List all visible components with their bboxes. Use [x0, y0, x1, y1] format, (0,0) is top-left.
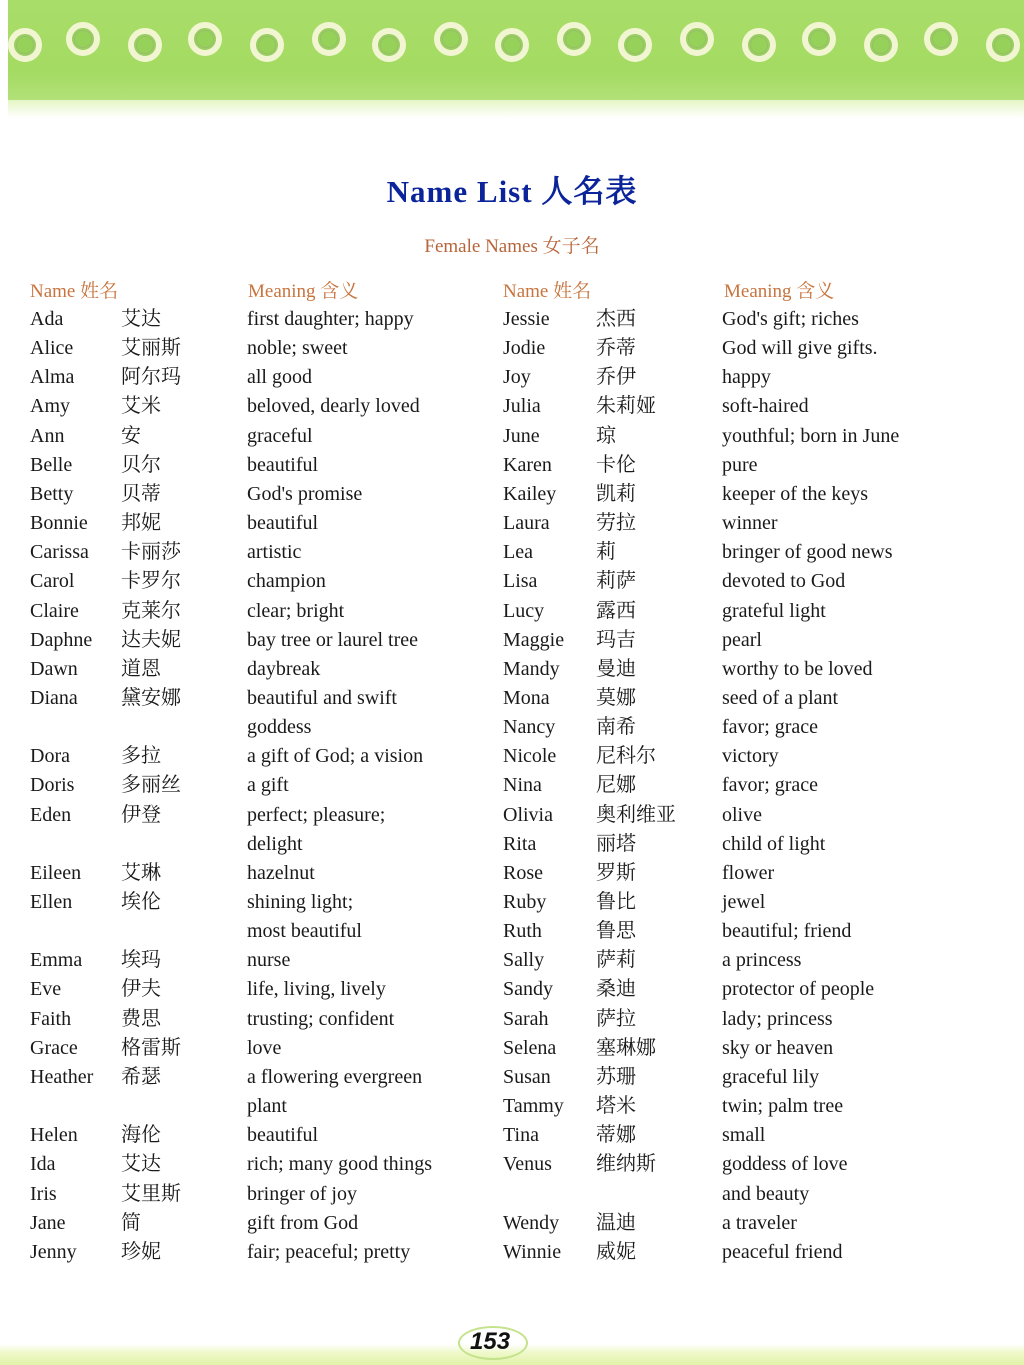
- meaning-cell: perfect; pleasure;: [247, 803, 386, 826]
- meaning-cell: God's promise: [247, 482, 363, 505]
- meaning-cell: bay tree or laurel tree: [247, 628, 419, 651]
- ring-decoration-icon: [128, 28, 162, 62]
- name-cell: Jessie: [503, 308, 550, 330]
- name-cell: Ruth: [503, 920, 542, 943]
- chinese-name-cell: 埃伦: [121, 891, 161, 913]
- table-row: [0, 743, 1024, 772]
- meaning-cell: and beauty: [722, 1182, 810, 1205]
- chinese-name-cell: 艾米: [121, 395, 161, 418]
- chinese-name-cell: 塔米: [596, 1095, 636, 1118]
- chinese-name-cell: 维纳斯: [596, 1153, 656, 1176]
- table-row: [0, 831, 1024, 860]
- chinese-name-cell: 尼科尔: [596, 745, 656, 768]
- name-cell: Venus: [503, 1153, 552, 1176]
- chinese-name-cell: 桑迪: [596, 978, 636, 1001]
- chinese-name-cell: 乔伊: [596, 366, 636, 389]
- chinese-name-cell: 简: [121, 1211, 141, 1234]
- table-row: [0, 1035, 1024, 1064]
- chinese-name-cell: 威妮: [596, 1240, 636, 1263]
- chinese-name-cell: 海伦: [121, 1124, 161, 1147]
- chinese-name-cell: 黛安娜: [121, 686, 181, 709]
- meaning-cell: beautiful; friend: [722, 920, 852, 943]
- meaning-cell: flower: [722, 861, 775, 884]
- table-row: [0, 306, 1024, 335]
- table-row: [0, 364, 1024, 393]
- chinese-name-cell: 丽塔: [596, 832, 636, 855]
- meaning-cell: clear; bright: [247, 599, 345, 622]
- name-cell: Ada: [30, 308, 64, 330]
- chinese-name-cell: 道恩: [121, 657, 161, 680]
- chinese-name-cell: 温迪: [596, 1211, 636, 1234]
- chinese-name-cell: 多拉: [121, 745, 161, 768]
- meaning-cell: love: [247, 1036, 282, 1059]
- chinese-name-cell: 琼: [596, 424, 616, 447]
- name-cell: Ruby: [503, 891, 547, 913]
- name-cell: Belle: [30, 453, 73, 476]
- ring-decoration-icon: [680, 22, 714, 56]
- meaning-cell: grateful light: [722, 599, 826, 622]
- ring-decoration-icon: [8, 28, 42, 62]
- meaning-cell: happy: [722, 366, 771, 389]
- name-cell: Ida: [30, 1153, 56, 1176]
- chinese-name-cell: 达夫妮: [121, 628, 181, 651]
- name-cell: Alice: [30, 337, 74, 360]
- meaning-cell: goddess: [247, 716, 312, 739]
- name-cell: Tammy: [503, 1095, 564, 1118]
- meaning-cell: lady; princess: [722, 1007, 833, 1030]
- meaning-cell: a gift of God; a vision: [247, 745, 424, 768]
- meaning-cell: beloved, dearly loved: [247, 395, 420, 418]
- ring-decoration-icon: [864, 28, 898, 62]
- meaning-cell: daybreak: [247, 657, 321, 680]
- name-cell: Ann: [30, 424, 65, 447]
- meaning-cell: protector of people: [722, 978, 875, 1001]
- header-banner-fade: [8, 100, 1024, 118]
- name-cell: Winnie: [503, 1240, 562, 1263]
- name-cell: Eileen: [30, 861, 82, 884]
- name-cell: Betty: [30, 482, 74, 505]
- meaning-cell: plant: [247, 1095, 287, 1118]
- table-row: [0, 1210, 1024, 1239]
- chinese-name-cell: 露西: [596, 599, 636, 622]
- table-row: [0, 335, 1024, 364]
- chinese-name-cell: 希瑟: [121, 1065, 161, 1088]
- meaning-cell: worthy to be loved: [722, 657, 873, 680]
- name-cell: Mandy: [503, 657, 560, 680]
- name-cell: Lucy: [503, 599, 545, 622]
- name-cell: Laura: [503, 512, 550, 535]
- table-row: [0, 568, 1024, 597]
- meaning-cell: champion: [247, 570, 326, 593]
- meaning-cell: God will give gifts.: [722, 337, 878, 360]
- name-cell: Daphne: [30, 628, 93, 651]
- meaning-cell: victory: [722, 745, 779, 768]
- meaning-cell: favor; grace: [722, 774, 819, 797]
- chinese-name-cell: 萨拉: [596, 1007, 636, 1030]
- chinese-name-cell: 邦妮: [121, 512, 161, 535]
- page-subtitle: Female Names 女子名: [424, 236, 600, 257]
- ring-decoration-icon: [618, 28, 652, 62]
- meaning-cell: fair; peaceful; pretty: [247, 1240, 411, 1263]
- ring-decoration-icon: [250, 28, 284, 62]
- table-row: [0, 976, 1024, 1005]
- table-row: [0, 481, 1024, 510]
- name-cell: Selena: [503, 1036, 557, 1059]
- chinese-name-cell: 鲁比: [596, 891, 636, 913]
- chinese-name-cell: 莉萨: [596, 570, 636, 593]
- name-cell: Sarah: [503, 1007, 549, 1030]
- ring-decoration-icon: [986, 28, 1020, 62]
- name-cell: Bonnie: [30, 512, 88, 535]
- chinese-name-cell: 凯莉: [596, 482, 636, 505]
- table-row: [0, 1122, 1024, 1151]
- chinese-name-cell: 安: [121, 424, 141, 447]
- chinese-name-cell: 艾达: [121, 1153, 161, 1176]
- chinese-name-cell: 劳拉: [596, 512, 636, 535]
- meaning-cell: bringer of joy: [247, 1182, 357, 1205]
- meaning-cell: a traveler: [722, 1211, 797, 1234]
- name-cell: Jodie: [503, 337, 546, 360]
- chinese-name-cell: 乔蒂: [596, 337, 636, 360]
- right-name-header: Name 姓名: [503, 281, 592, 302]
- chinese-name-cell: 艾达: [121, 308, 161, 330]
- meaning-cell: devoted to God: [722, 570, 846, 593]
- name-cell: Lisa: [503, 570, 538, 593]
- chinese-name-cell: 贝蒂: [121, 482, 161, 505]
- chinese-name-cell: 贝尔: [121, 453, 161, 476]
- meaning-cell: favor; grace: [722, 716, 819, 739]
- ring-decoration-icon: [66, 22, 100, 56]
- name-cell: Lea: [503, 541, 533, 564]
- name-cell: Rose: [503, 861, 543, 884]
- chinese-name-cell: 伊夫: [121, 978, 161, 1001]
- table-row: [0, 918, 1024, 947]
- name-cell: Nicole: [503, 745, 557, 768]
- table-row: [0, 627, 1024, 656]
- chinese-name-cell: 苏珊: [596, 1065, 636, 1088]
- meaning-cell: beautiful: [247, 512, 319, 535]
- chinese-name-cell: 艾琳: [121, 861, 161, 884]
- name-cell: Diana: [30, 686, 78, 709]
- table-row: [0, 1093, 1024, 1122]
- meaning-cell: peaceful friend: [722, 1240, 843, 1263]
- chinese-name-cell: 卡伦: [596, 453, 636, 476]
- meaning-cell: beautiful: [247, 1124, 319, 1147]
- table-row: [0, 860, 1024, 889]
- meaning-cell: twin; palm tree: [722, 1095, 844, 1118]
- name-cell: Carissa: [30, 541, 89, 564]
- name-cell: Wendy: [503, 1211, 560, 1234]
- right-meaning-header: Meaning 含义: [724, 281, 835, 302]
- name-cell: Julia: [503, 395, 541, 418]
- ring-decoration-icon: [742, 28, 776, 62]
- name-cell: Iris: [30, 1182, 57, 1205]
- chinese-name-cell: 杰西: [596, 308, 636, 330]
- meaning-cell: keeper of the keys: [722, 482, 869, 505]
- meaning-cell: graceful: [247, 424, 313, 447]
- chinese-name-cell: 蒂娜: [596, 1124, 636, 1147]
- name-cell: Maggie: [503, 628, 565, 651]
- meaning-cell: graceful lily: [722, 1065, 820, 1088]
- meaning-cell: noble; sweet: [247, 337, 348, 360]
- name-cell: Joy: [503, 366, 531, 389]
- meaning-cell: shining light;: [247, 891, 354, 913]
- meaning-cell: goddess of love: [722, 1153, 848, 1176]
- table-row: [0, 714, 1024, 743]
- name-cell: Olivia: [503, 803, 553, 826]
- meaning-cell: jewel: [722, 891, 766, 913]
- table-row: [0, 1151, 1024, 1180]
- meaning-cell: winner: [722, 512, 778, 535]
- chinese-name-cell: 埃玛: [121, 949, 161, 972]
- name-cell: Ellen: [30, 891, 73, 913]
- name-cell: Karen: [503, 453, 552, 476]
- name-cell: Tina: [503, 1124, 539, 1147]
- name-cell: Doris: [30, 774, 75, 797]
- meaning-cell: olive: [722, 803, 762, 826]
- chinese-name-cell: 多丽丝: [121, 774, 181, 797]
- table-row: [0, 947, 1024, 976]
- meaning-cell: most beautiful: [247, 920, 362, 943]
- page-number: 153: [470, 1328, 511, 1355]
- meaning-cell: soft-haired: [722, 395, 809, 418]
- table-row: [0, 685, 1024, 714]
- meaning-cell: a gift: [247, 774, 289, 797]
- chinese-name-cell: 尼娜: [596, 774, 636, 797]
- table-row: [0, 1064, 1024, 1093]
- meaning-cell: pearl: [722, 628, 762, 651]
- name-cell: Heather: [30, 1065, 94, 1088]
- ring-decoration-icon: [924, 22, 958, 56]
- ring-decoration-icon: [802, 22, 836, 56]
- meaning-cell: artistic: [247, 541, 302, 564]
- chinese-name-cell: 克莱尔: [121, 599, 181, 622]
- meaning-cell: seed of a plant: [722, 686, 839, 709]
- meaning-cell: beautiful and swift: [247, 686, 397, 709]
- name-cell: Eve: [30, 978, 62, 1001]
- chinese-name-cell: 珍妮: [121, 1240, 161, 1263]
- meaning-cell: beautiful: [247, 453, 319, 476]
- name-cell: Mona: [503, 686, 550, 709]
- ring-decoration-icon: [372, 28, 406, 62]
- chinese-name-cell: 塞琳娜: [596, 1036, 656, 1059]
- name-cell: Susan: [503, 1065, 551, 1088]
- table-row: [0, 1239, 1024, 1268]
- table-row: [0, 452, 1024, 481]
- name-cell: Amy: [30, 395, 70, 418]
- left-meaning-header: Meaning 含义: [248, 281, 359, 302]
- meaning-cell: God's gift; riches: [722, 308, 859, 330]
- meaning-cell: sky or heaven: [722, 1036, 834, 1059]
- table-row: [0, 598, 1024, 627]
- meaning-cell: pure: [722, 453, 758, 476]
- meaning-cell: a princess: [722, 949, 802, 972]
- ring-decoration-icon: [312, 22, 346, 56]
- chinese-name-cell: 卡丽莎: [121, 541, 181, 564]
- table-row: [0, 656, 1024, 685]
- table-row: [0, 889, 1024, 918]
- meaning-cell: delight: [247, 832, 303, 855]
- name-cell: Jenny: [30, 1240, 77, 1263]
- name-cell: Sally: [503, 949, 545, 972]
- name-cell: Carol: [30, 570, 75, 593]
- chinese-name-cell: 艾里斯: [121, 1182, 181, 1205]
- name-cell: Claire: [30, 599, 79, 622]
- meaning-cell: small: [722, 1124, 766, 1147]
- chinese-name-cell: 玛吉: [596, 628, 636, 651]
- chinese-name-cell: 曼迪: [596, 657, 636, 680]
- chinese-name-cell: 卡罗尔: [121, 570, 181, 593]
- name-cell: Faith: [30, 1007, 72, 1030]
- meaning-cell: life, living, lively: [247, 978, 386, 1001]
- meaning-cell: hazelnut: [247, 861, 315, 884]
- chinese-name-cell: 鲁思: [596, 920, 636, 943]
- name-cell: Eden: [30, 803, 72, 826]
- table-row: [0, 802, 1024, 831]
- name-cell: Dora: [30, 745, 70, 768]
- table-row: [0, 539, 1024, 568]
- meaning-cell: all good: [247, 366, 312, 389]
- name-cell: Jane: [30, 1211, 66, 1234]
- chinese-name-cell: 艾丽斯: [121, 337, 181, 360]
- name-cell: Grace: [30, 1036, 78, 1059]
- chinese-name-cell: 朱莉娅: [596, 395, 656, 418]
- chinese-name-cell: 阿尔玛: [121, 366, 181, 389]
- meaning-cell: rich; many good things: [247, 1153, 432, 1176]
- name-cell: Nancy: [503, 716, 556, 739]
- meaning-cell: youthful; born in June: [722, 424, 900, 447]
- meaning-cell: nurse: [247, 949, 291, 972]
- ring-decoration-icon: [188, 22, 222, 56]
- left-name-header: Name 姓名: [30, 281, 119, 302]
- chinese-name-cell: 莫娜: [596, 686, 636, 709]
- name-cell: Helen: [30, 1124, 78, 1147]
- chinese-name-cell: 南希: [596, 716, 636, 739]
- chinese-name-cell: 格雷斯: [121, 1036, 181, 1059]
- ring-decoration-icon: [495, 28, 529, 62]
- chinese-name-cell: 莉: [596, 541, 616, 564]
- table-row: [0, 1181, 1024, 1210]
- name-cell: Dawn: [30, 657, 78, 680]
- table-row: [0, 393, 1024, 422]
- table-row: [0, 772, 1024, 801]
- meaning-cell: a flowering evergreen: [247, 1065, 423, 1088]
- table-row: [0, 423, 1024, 452]
- page-title: Name List 人名表: [386, 174, 638, 209]
- name-cell: Emma: [30, 949, 83, 972]
- meaning-cell: gift from God: [247, 1211, 359, 1234]
- meaning-cell: bringer of good news: [722, 541, 893, 564]
- name-cell: Sandy: [503, 978, 553, 1001]
- chinese-name-cell: 费思: [121, 1007, 161, 1030]
- name-cell: Rita: [503, 832, 537, 855]
- ring-decoration-icon: [557, 22, 591, 56]
- meaning-cell: child of light: [722, 832, 826, 855]
- chinese-name-cell: 伊登: [121, 803, 161, 826]
- chinese-name-cell: 萨莉: [596, 949, 636, 972]
- ring-decoration-icon: [434, 22, 468, 56]
- name-cell: Nina: [503, 774, 542, 797]
- name-cell: June: [503, 424, 540, 447]
- table-row: [0, 1006, 1024, 1035]
- name-cell: Alma: [30, 366, 75, 389]
- chinese-name-cell: 罗斯: [596, 861, 636, 884]
- meaning-cell: first daughter; happy: [247, 308, 414, 330]
- name-cell: Kailey: [503, 482, 557, 505]
- chinese-name-cell: 奥利维亚: [596, 803, 676, 826]
- meaning-cell: trusting; confident: [247, 1007, 395, 1030]
- table-row: [0, 510, 1024, 539]
